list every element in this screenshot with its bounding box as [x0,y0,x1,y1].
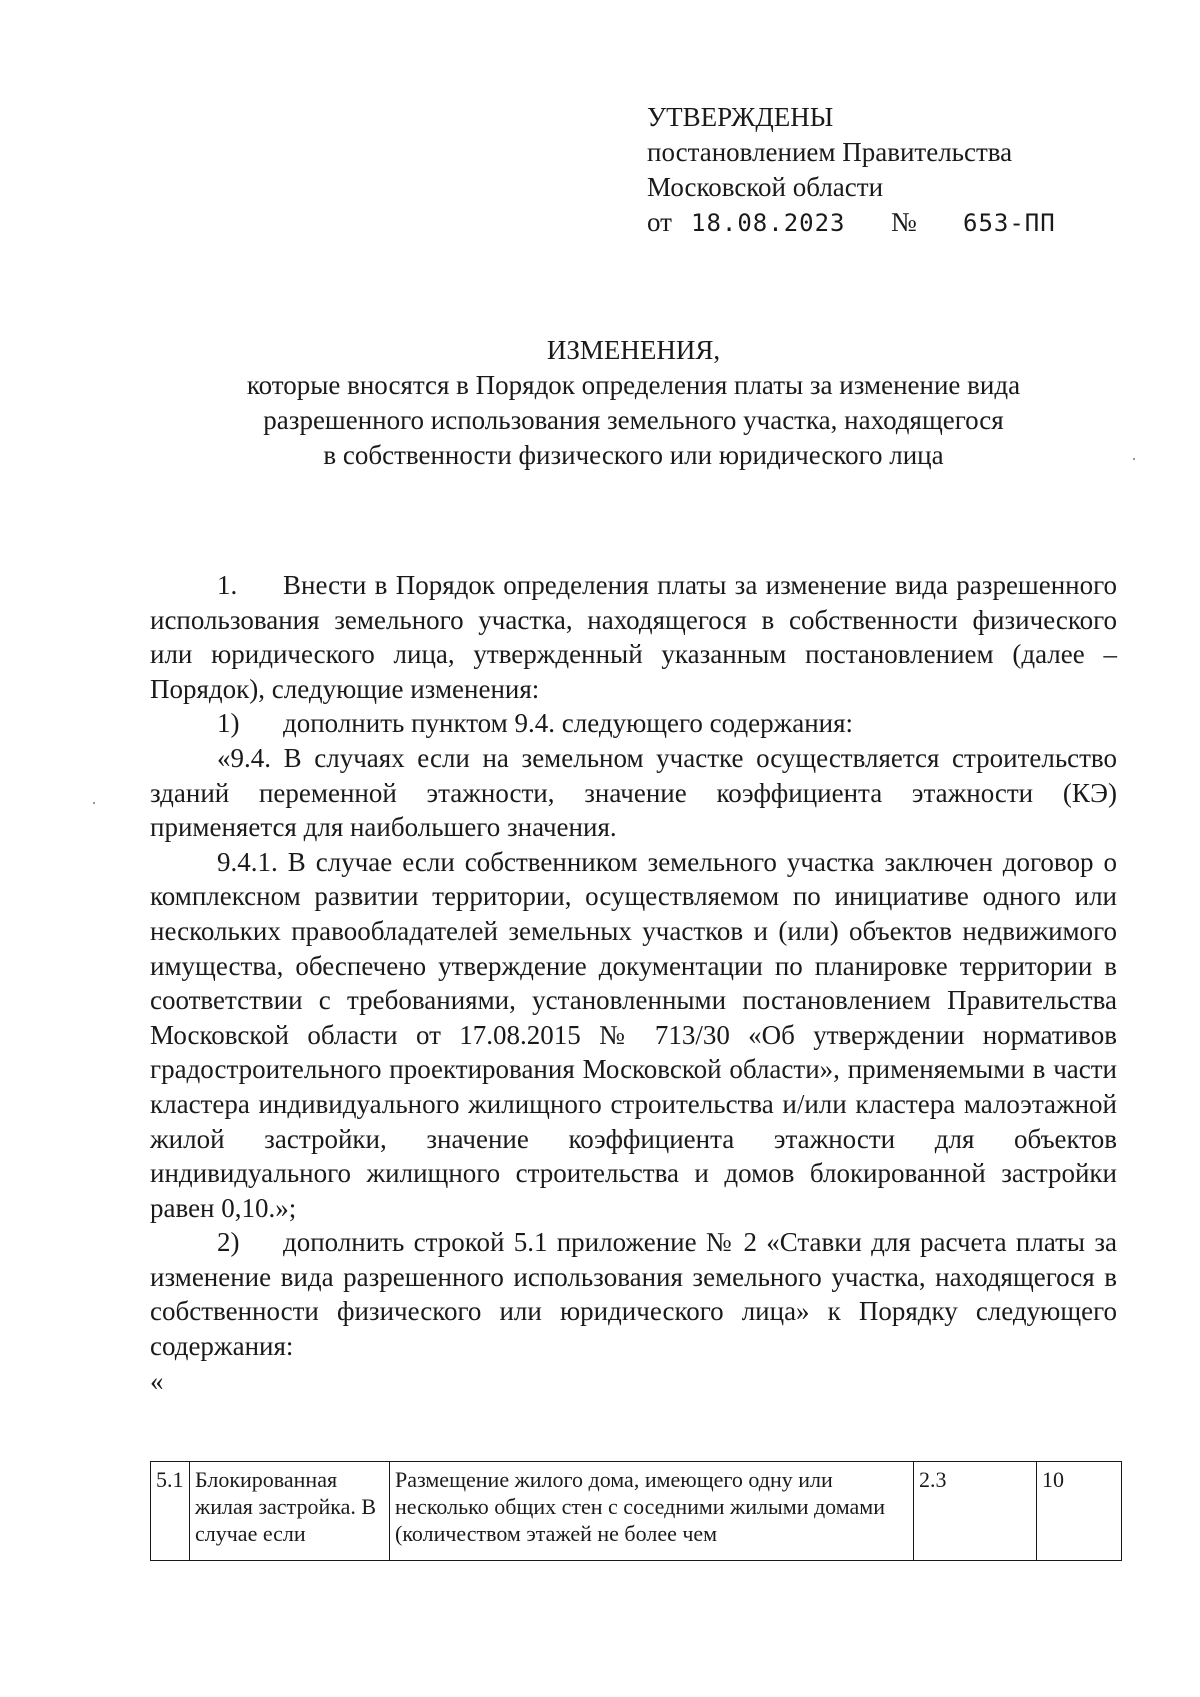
paragraph-2-number: 1) [217,708,240,739]
paragraph-1 [150,568,1117,706]
paragraph-2-text: дополнить пунктом 9.4. следующего содержания: [283,708,854,739]
title-line-1: которые вносятся в Порядок определения платы за изменение вида [246,370,1021,400]
paragraph-1-text: Внести в Порядок определения платы за изменение вида разрешенного использования земельного участка, находящегося в собственности физического или юридического лица, утвержденный указанным постановлением (далее – Порядок), следующие изменения: [150,570,1117,704]
paragraph-3: «9.4. В случаях если на земельном участке осуществляется строительство зданий переменной этажности, значение коэффициента этажности (КЭ) применяется для наибольшего значения. [150,742,1117,843]
date-prefix: от [647,207,672,237]
number-label: № [891,207,917,237]
paragraph-5 [150,1225,1117,1363]
approval-line-2: Московской области [647,172,884,202]
cell-description: Размещение жилого дома, имеющего одну или несколько общих стен с соседними жилыми домами (количеством этажей не более чем [390,1462,914,1561]
document-body [150,568,1117,1398]
cell-number: 5.1 [151,1462,190,1561]
document-title [150,333,1117,473]
paragraph-5-text: дополнить строкой 5.1 приложение № 2 «Ставки для расчета платы за изменение вида разрешенного использования земельного участка, находящегося в собственности физического или юридического лица» к Порядку следующего содержания: [150,1227,1117,1362]
cell-rate: 10 [1037,1462,1122,1561]
approval-heading: УТВЕРЖДЕНЫ [647,102,834,132]
quote-open: « [150,1365,164,1396]
title-line-3: в собственности физического или юридического лица [323,440,944,470]
scan-speck [93,802,95,804]
paragraph-5-number: 2) [217,1227,240,1258]
cell-name: Блокированная жилая застройка. В случае если [190,1462,390,1561]
title-line-2: разрешенного использования земельного участка, находящегося [263,405,1004,435]
approval-date: 18.08.2023 [691,209,846,237]
approval-number: 653-ПП [963,209,1056,237]
table-row [151,1462,1122,1561]
title-main: ИЗМЕНЕНИЯ, [546,335,721,365]
rates-table [150,1461,1122,1561]
approval-date-line [647,205,1056,241]
approval-block [647,100,1056,241]
paragraph-2 [150,706,1117,741]
cell-code: 2.3 [914,1462,1037,1561]
scan-speck [1133,458,1135,460]
paragraph-4: 9.4.1. В случае если собственником земельного участка заключен договор о комплексном развитии территории, осуществляемом по инициативе одного или нескольких правообладателей земельных участков и (или) объектов недвижимого имущества, обеспечено утверждение документации по планировке территории в соответствии с требованиями, установленными постановлением Правительства Московской области от 17.08.2015 № 713/30 «Об утверждении нормативов градостроительного проектирования Московской области», применяемыми в части кластера индивидуального жилищного строительства и/или кластера малоэтажной жилой застройки, значение коэффициента этажности для объектов индивидуального жилищного строительства и домов блокированной застройки равен 0,10.»; [150,846,1117,1223]
paragraph-1-number: 1. [217,570,238,600]
approval-line-1: постановлением Правительства [647,137,1013,167]
